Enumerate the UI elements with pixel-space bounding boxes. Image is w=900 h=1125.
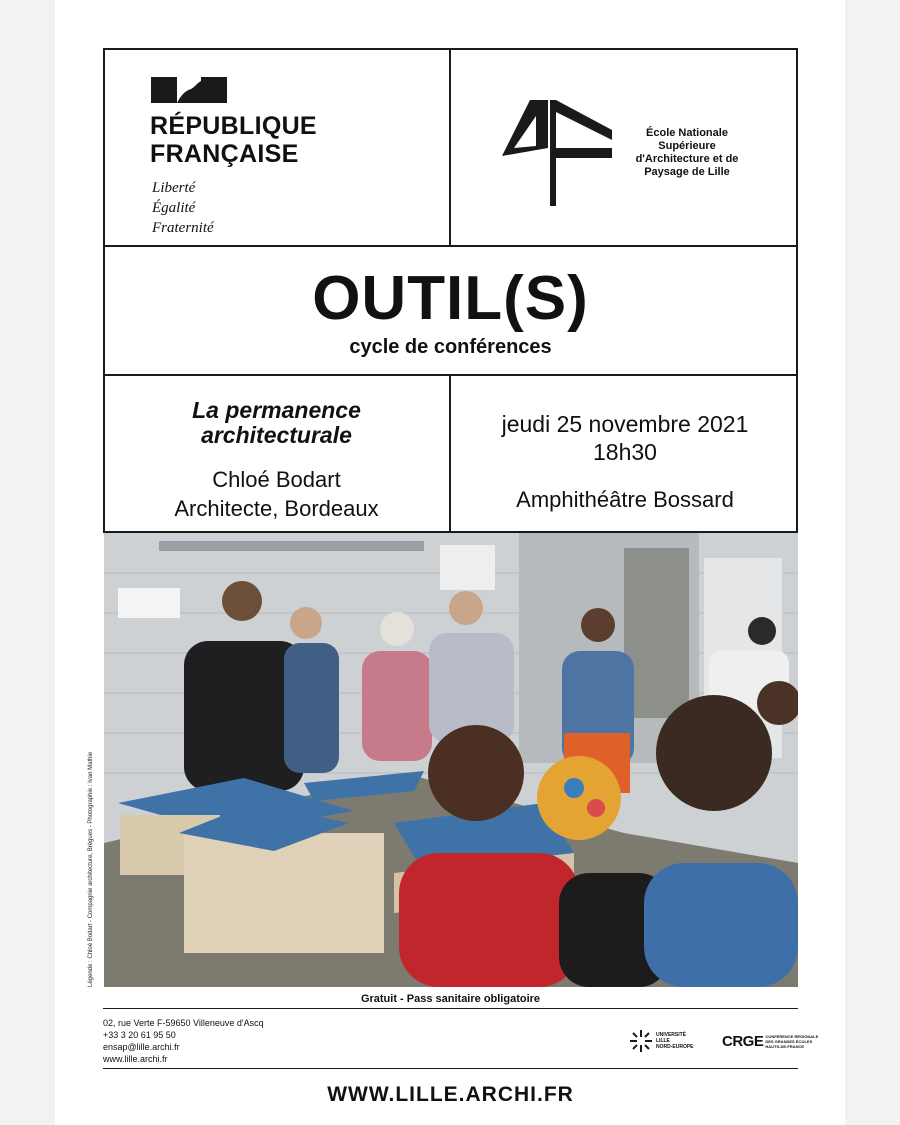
series-subtitle: cycle de conférences <box>349 336 552 358</box>
photo-credit: Légende : Chloé Bodart - Compagnie architecture, Brègues - Photographie : Ivan Mathie <box>88 751 94 987</box>
phone: +33 3 20 61 95 50 <box>103 1030 176 1040</box>
divider-bottom <box>103 1068 798 1069</box>
event-datetime: jeudi 25 novembre 2021 18h30 <box>501 411 749 465</box>
contact-info <box>103 1017 264 1065</box>
divider-footer <box>103 1008 798 1009</box>
republic-motto: Liberté Égalité Fraternité <box>152 180 214 236</box>
ensap-logo <box>500 96 614 212</box>
divider-logo-mid <box>449 48 451 246</box>
speaker-role: Architecte, Bordeaux <box>174 496 379 521</box>
crge-logo: CRGE CONFÉRENCE RÉGIONALE DES GRANDES ÉCOLES HAUTS-DE-FRANCE <box>722 1033 819 1050</box>
ulille-logo: UNIVERSITÉ LILLE NORD-EUROPE <box>630 1030 694 1052</box>
speaker-name: Chloé Bodart <box>212 467 341 492</box>
email-link[interactable]: ensap@lille.archi.fr <box>103 1042 180 1052</box>
ensap-name: École Nationale Supérieure d'Architecture et de Paysage de Lille <box>635 127 739 178</box>
event-photo <box>104 533 798 987</box>
website-link-small[interactable]: www.lille.archi.fr <box>103 1054 168 1064</box>
talk-title: La permanence architecturale <box>192 397 361 448</box>
address: 02, rue Verte F-59650 Villeneuve d'Ascq <box>103 1018 264 1028</box>
entry-note: Gratuit - Pass sanitaire obligatoire <box>360 993 541 1005</box>
event-venue: Amphithéâtre Bossard <box>516 487 734 512</box>
marianne-logo <box>151 77 227 103</box>
republique-francaise-wordmark: RÉPUBLIQUE FRANÇAISE <box>150 112 317 168</box>
website-link[interactable]: WWW.LILLE.ARCHI.FR <box>327 1083 574 1106</box>
series-title: OUTIL(S) <box>312 264 589 333</box>
ulille-burst-icon <box>630 1030 652 1052</box>
